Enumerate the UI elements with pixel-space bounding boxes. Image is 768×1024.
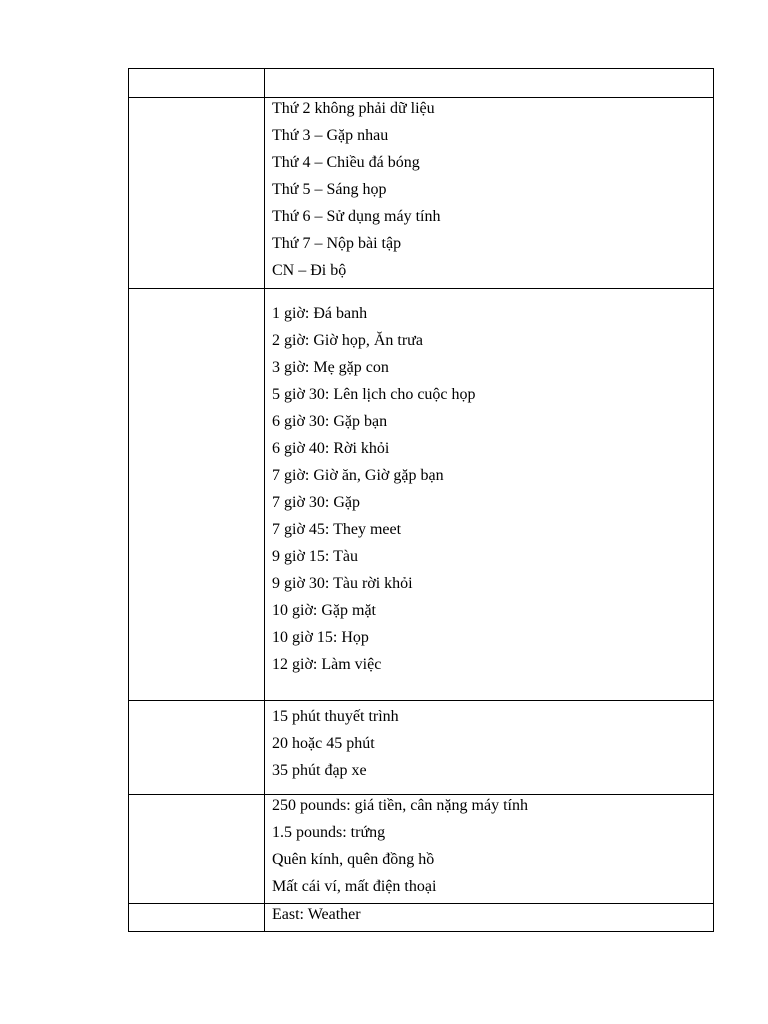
header-right-cell [265, 69, 714, 98]
list-item: Thứ 7 – Nộp bài tập [272, 235, 402, 252]
list-item: 1 giờ: Đá banh [272, 305, 368, 322]
table-row-days [129, 98, 714, 289]
row-label-cell [129, 904, 265, 932]
list-item: Thứ 4 – Chiều đá bóng [272, 154, 420, 171]
row-content-cell [265, 98, 714, 289]
list-item: 12 giờ: Làm việc [272, 656, 382, 673]
list-item: Thứ 3 – Gặp nhau [272, 127, 389, 144]
list-item: 2 giờ: Giờ họp, Ăn trưa [272, 332, 423, 349]
list-item: Mất cái ví, mất điện thoại [272, 878, 437, 895]
notes-table [128, 68, 714, 932]
list-item: Quên kính, quên đồng hồ [272, 851, 435, 868]
row-label-cell [129, 98, 265, 289]
list-item: 20 hoặc 45 phút [272, 735, 375, 752]
list-item: Thứ 2 không phải dữ liệu [272, 100, 435, 117]
list-item: 3 giờ: Mẹ gặp con [272, 359, 389, 376]
list-item: 35 phút đạp xe [272, 762, 367, 779]
list-item: East: Weather [272, 906, 361, 923]
row-content-cell [265, 701, 714, 795]
header-left-cell [129, 69, 265, 98]
table-row-durations [129, 701, 714, 795]
list-item: 15 phút thuyết trình [272, 708, 399, 725]
table-row-times [129, 289, 714, 701]
row-content-cell [265, 904, 714, 932]
table-row-weights [129, 795, 714, 904]
row-content-cell [265, 289, 714, 701]
row-label-cell [129, 289, 265, 701]
list-item: 9 giờ 15: Tàu [272, 548, 358, 565]
list-item: 6 giờ 40: Rời khỏi [272, 440, 390, 457]
list-item: CN – Đi bộ [272, 262, 347, 279]
list-item: 7 giờ 45: They meet [272, 521, 402, 538]
list-item: 5 giờ 30: Lên lịch cho cuộc họp [272, 386, 476, 403]
list-item: 10 giờ: Gặp mặt [272, 602, 376, 619]
list-item: Thứ 5 – Sáng họp [272, 181, 387, 198]
row-label-cell [129, 795, 265, 904]
list-item: Thứ 6 – Sử dụng máy tính [272, 208, 441, 225]
list-item: 10 giờ 15: Họp [272, 629, 369, 646]
table-row-weather [129, 904, 714, 932]
row-label-cell [129, 701, 265, 795]
list-item: 250 pounds: giá tiền, cân nặng máy tính [272, 797, 528, 814]
list-item: 1.5 pounds: trứng [272, 824, 386, 841]
list-item: 7 giờ: Giờ ăn, Giờ gặp bạn [272, 467, 444, 484]
list-item: 9 giờ 30: Tàu rời khỏi [272, 575, 413, 592]
list-item: 6 giờ 30: Gặp bạn [272, 413, 388, 430]
row-content-cell [265, 795, 714, 904]
table-header-row [129, 69, 714, 98]
list-item: 7 giờ 30: Gặp [272, 494, 361, 511]
